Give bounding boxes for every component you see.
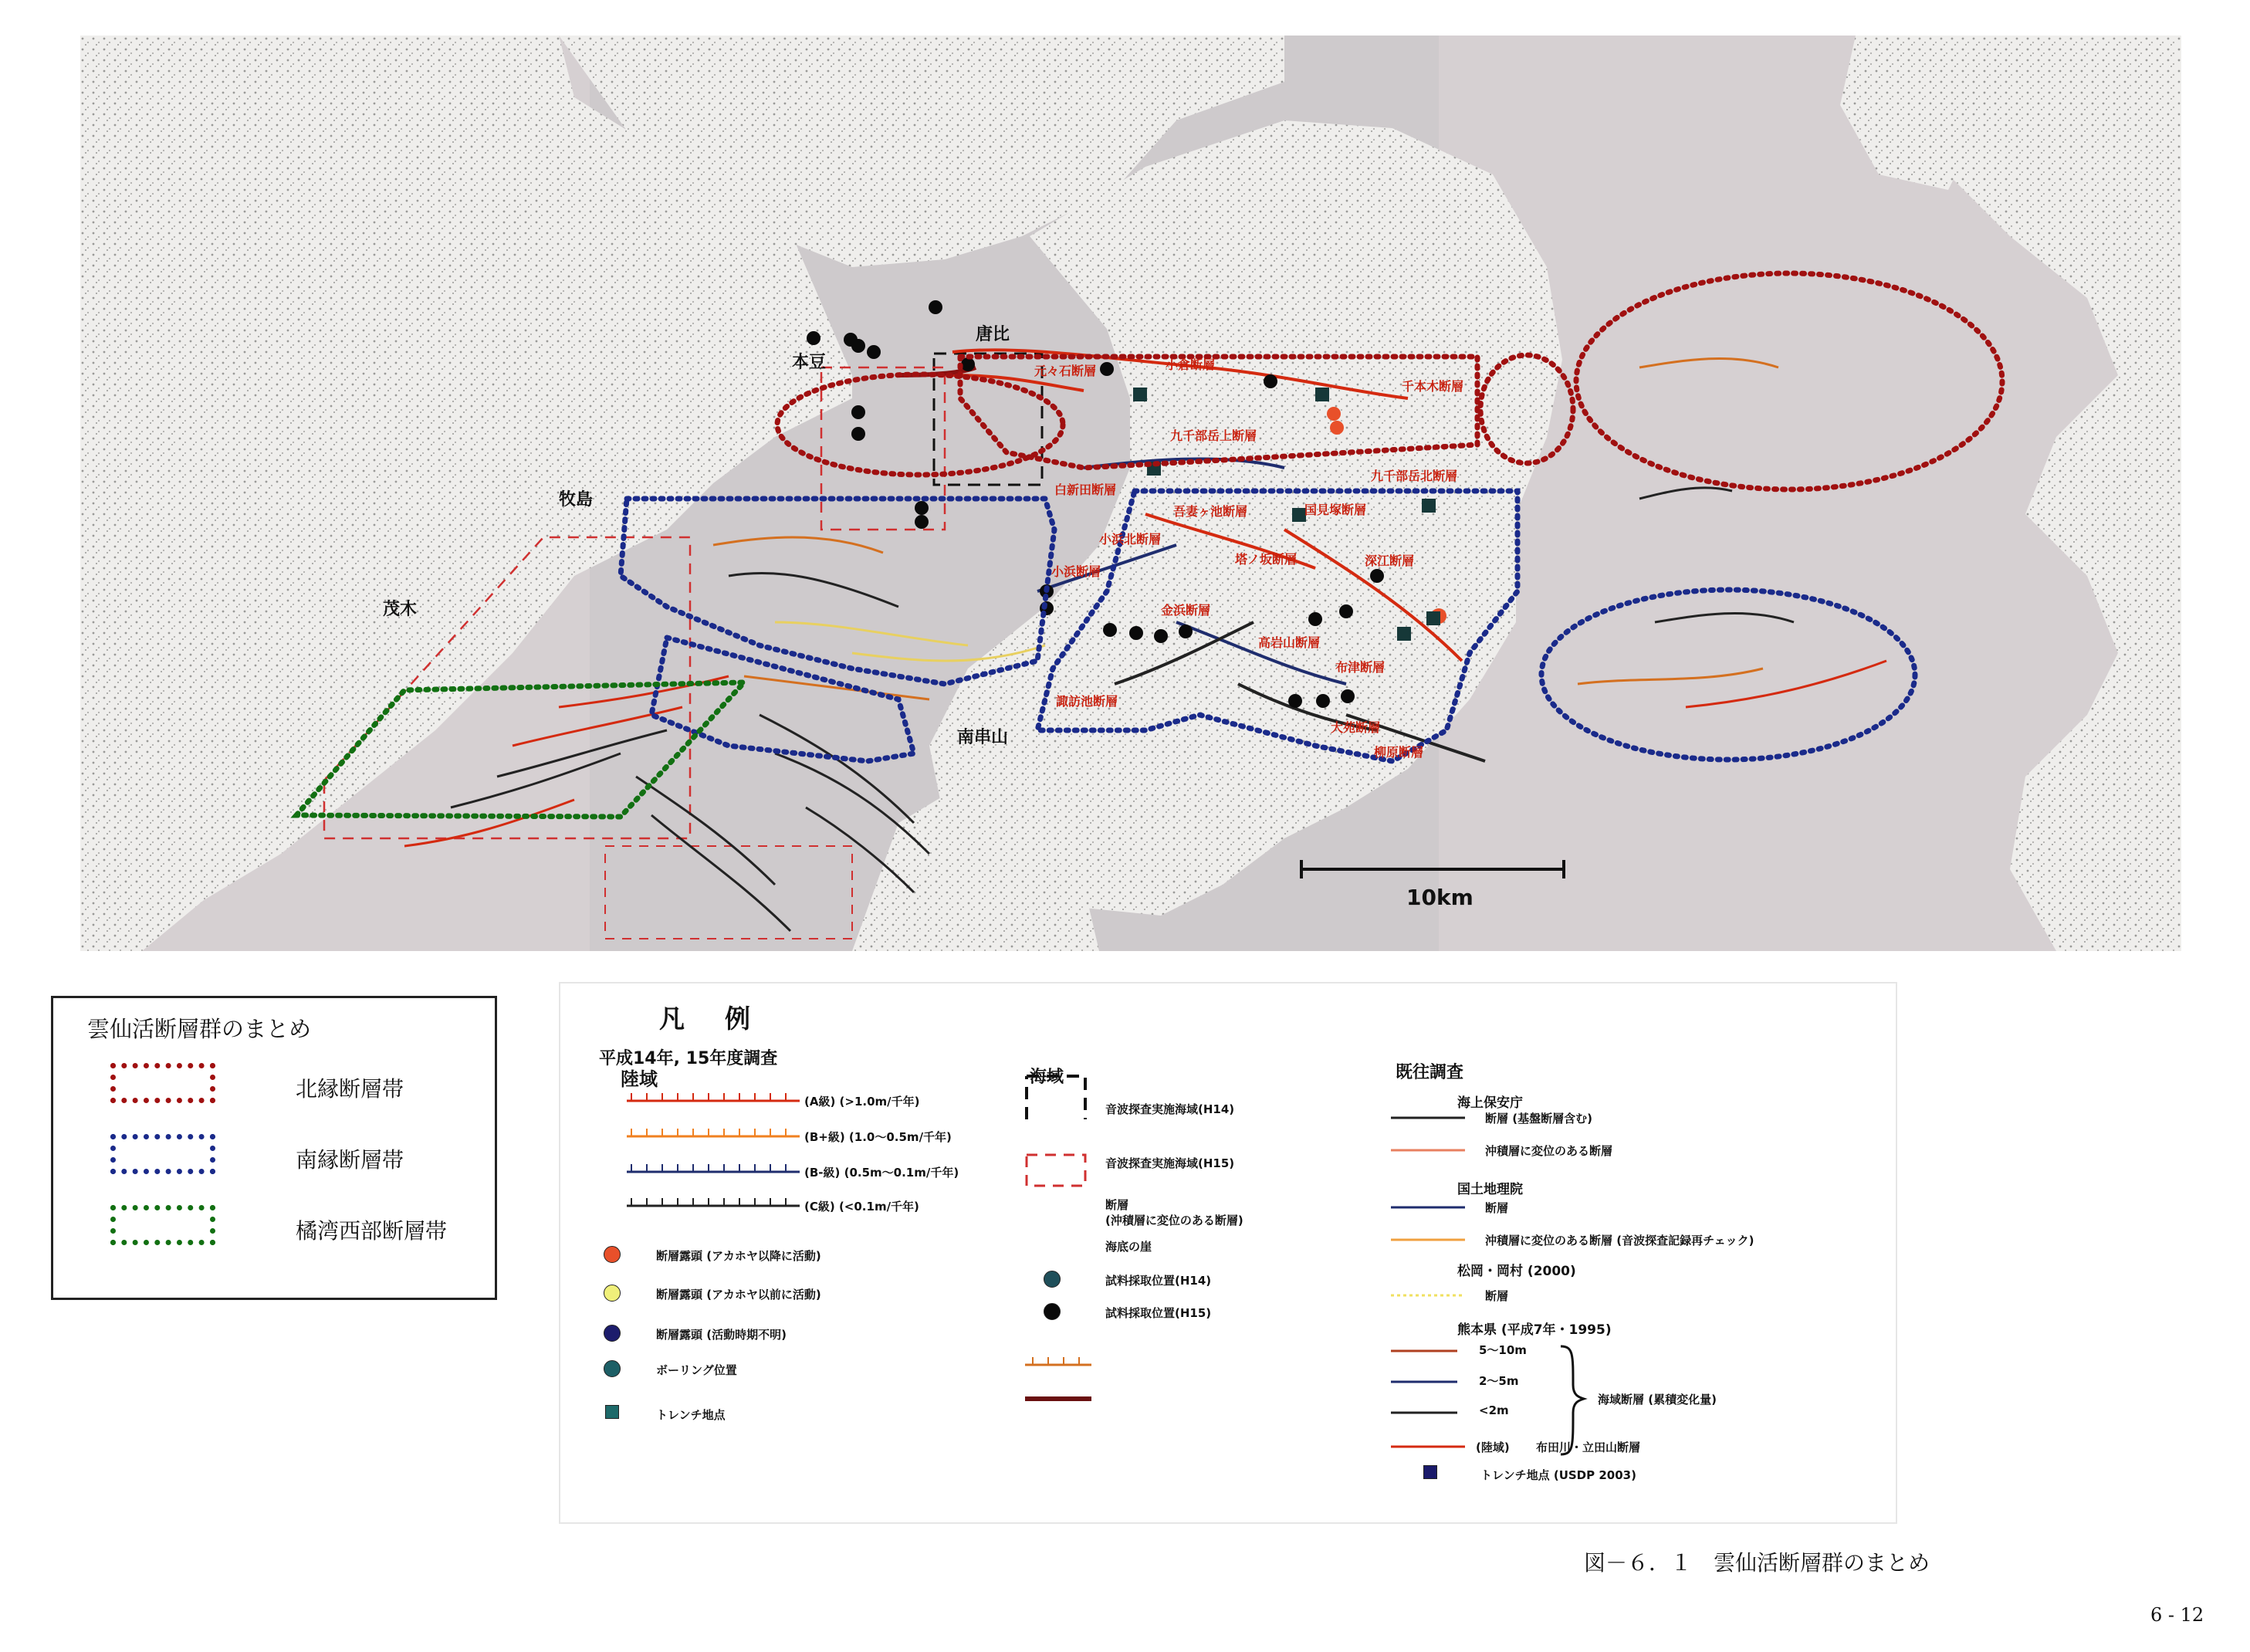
fault-label: 諏訪池断層	[1056, 694, 1118, 709]
survey-heading: 平成14年, 15年度調査	[599, 1049, 778, 1068]
fault-label: 九千部岳北断層	[1371, 469, 1458, 483]
north-zone-swatch	[110, 1063, 215, 1103]
sample-h14-icon	[1044, 1271, 1061, 1288]
sample-h15-icon	[1044, 1303, 1061, 1320]
summary-item-label: 北縁断層帯	[296, 1076, 404, 1102]
point-item: 断層露頭 (アカホヤ以前に活動)	[656, 1288, 821, 1302]
existing-item: 沖積層に変位のある断層 (音波探査記録再チェック)	[1485, 1234, 1754, 1247]
west-zone-swatch	[110, 1205, 215, 1245]
fault-label: 塔ノ坂断層	[1235, 552, 1298, 567]
outcrop-before-icon	[604, 1285, 621, 1302]
kumamoto-item: 5～10m	[1479, 1343, 1527, 1357]
sea-item: 海底の崖	[1105, 1240, 1152, 1254]
org-gsi: 国土地理院	[1457, 1182, 1523, 1197]
trench-icon	[605, 1405, 619, 1419]
fault-label: 白新田断層	[1054, 482, 1117, 497]
summary-title: 雲仙活断層群のまとめ	[87, 1016, 312, 1042]
existing-item: 断層 (基盤断層含む)	[1485, 1112, 1592, 1126]
existing-heading: 既往調査	[1396, 1063, 1464, 1082]
fault-label: 国見塚断層	[1304, 503, 1367, 517]
fault-map	[80, 36, 2181, 951]
fault-label: 九千部岳上断層	[1170, 428, 1257, 443]
fault-label: 金浜断層	[1161, 603, 1211, 618]
org-kumamoto: 熊本県 (平成7年・1995)	[1457, 1322, 1612, 1338]
map-legend	[559, 982, 1897, 1524]
sea-heading: 海域	[1030, 1068, 1064, 1087]
kumamoto-item: <2m	[1479, 1403, 1509, 1417]
page-number: 6 - 12	[2150, 1604, 2204, 1626]
fault-zone-summary	[51, 996, 497, 1300]
point-item: 断層露頭 (活動時期不明)	[656, 1328, 787, 1342]
fault-label: 小浜断層	[1051, 564, 1101, 579]
org-coast-guard: 海上保安庁	[1457, 1095, 1523, 1111]
kumamoto-item: 2～5m	[1479, 1374, 1519, 1388]
land-item: (A級) (>1.0m/千年)	[804, 1095, 920, 1109]
org-matsuoka: 松岡・岡村 (2000)	[1457, 1264, 1576, 1279]
land-heading: 陸域	[621, 1068, 658, 1090]
usdp-trench-icon	[1423, 1465, 1437, 1479]
summary-item-label: 橘湾西部断層帯	[296, 1218, 448, 1244]
figure-caption: 図－６．１ 雲仙活断層群のまとめ	[1584, 1550, 1930, 1576]
fault-label: 大苑断層	[1331, 720, 1381, 735]
legend-title: 凡例	[659, 1004, 790, 1034]
sea-item: 試料採取位置(H15)	[1105, 1306, 1212, 1320]
fault-label: 柳原断層	[1374, 745, 1424, 760]
land-item: (C級) (<0.1m/千年)	[804, 1200, 919, 1214]
place-label: 茂木	[383, 600, 418, 619]
existing-item: 断層	[1485, 1289, 1509, 1303]
land-item: (B-級) (0.5m～0.1m/千年)	[804, 1166, 959, 1180]
fault-label: 千本木断層	[1402, 379, 1464, 394]
point-item: ボーリング位置	[656, 1363, 737, 1377]
point-item: 断層露頭 (アカホヤ以降に活動)	[656, 1249, 821, 1263]
sea-item: 試料採取位置(H14)	[1105, 1274, 1212, 1288]
existing-item: トレンチ地点 (USDP 2003)	[1480, 1468, 1636, 1482]
fault-label: 深江断層	[1365, 553, 1415, 568]
kumamoto-group: 海域断層 (累積変化量)	[1598, 1393, 1717, 1407]
point-item: トレンチ地点	[656, 1408, 726, 1422]
outcrop-unknown-icon	[604, 1325, 621, 1342]
boring-icon	[604, 1360, 621, 1377]
sea-item: (沖積層に変位のある断層)	[1105, 1214, 1243, 1227]
place-label: 唐比	[976, 325, 1010, 344]
fault-label: 布津断層	[1335, 660, 1386, 675]
south-zone-swatch	[110, 1134, 215, 1174]
place-label: 牧島	[559, 490, 594, 509]
scale-label: 10km	[1406, 885, 1473, 910]
place-label: 本豆	[792, 353, 827, 372]
kumamoto-land-faults: 布田川・立田山断層	[1536, 1440, 1641, 1454]
fault-label: 高岩山断層	[1258, 635, 1321, 650]
sea-item: 断層	[1105, 1198, 1129, 1212]
fault-label: 吾妻ヶ池断層	[1173, 504, 1248, 519]
land-item: (B+級) (1.0～0.5m/千年)	[804, 1130, 952, 1144]
kumamoto-land: (陸域)	[1476, 1440, 1510, 1454]
existing-item: 沖積層に変位のある断層	[1485, 1144, 1613, 1158]
fault-label: 小倉断層	[1166, 357, 1216, 372]
fault-label: 元々石断層	[1034, 364, 1097, 378]
sea-item: 音波探査実施海域(H14)	[1105, 1102, 1235, 1116]
fault-label: 小浜北断層	[1099, 532, 1162, 547]
sea-item: 音波探査実施海域(H15)	[1105, 1156, 1235, 1170]
summary-item-label: 南縁断層帯	[296, 1147, 404, 1173]
existing-item: 断層	[1485, 1201, 1509, 1215]
outcrop-after-icon	[604, 1246, 621, 1263]
place-label: 南串山	[957, 728, 1009, 747]
